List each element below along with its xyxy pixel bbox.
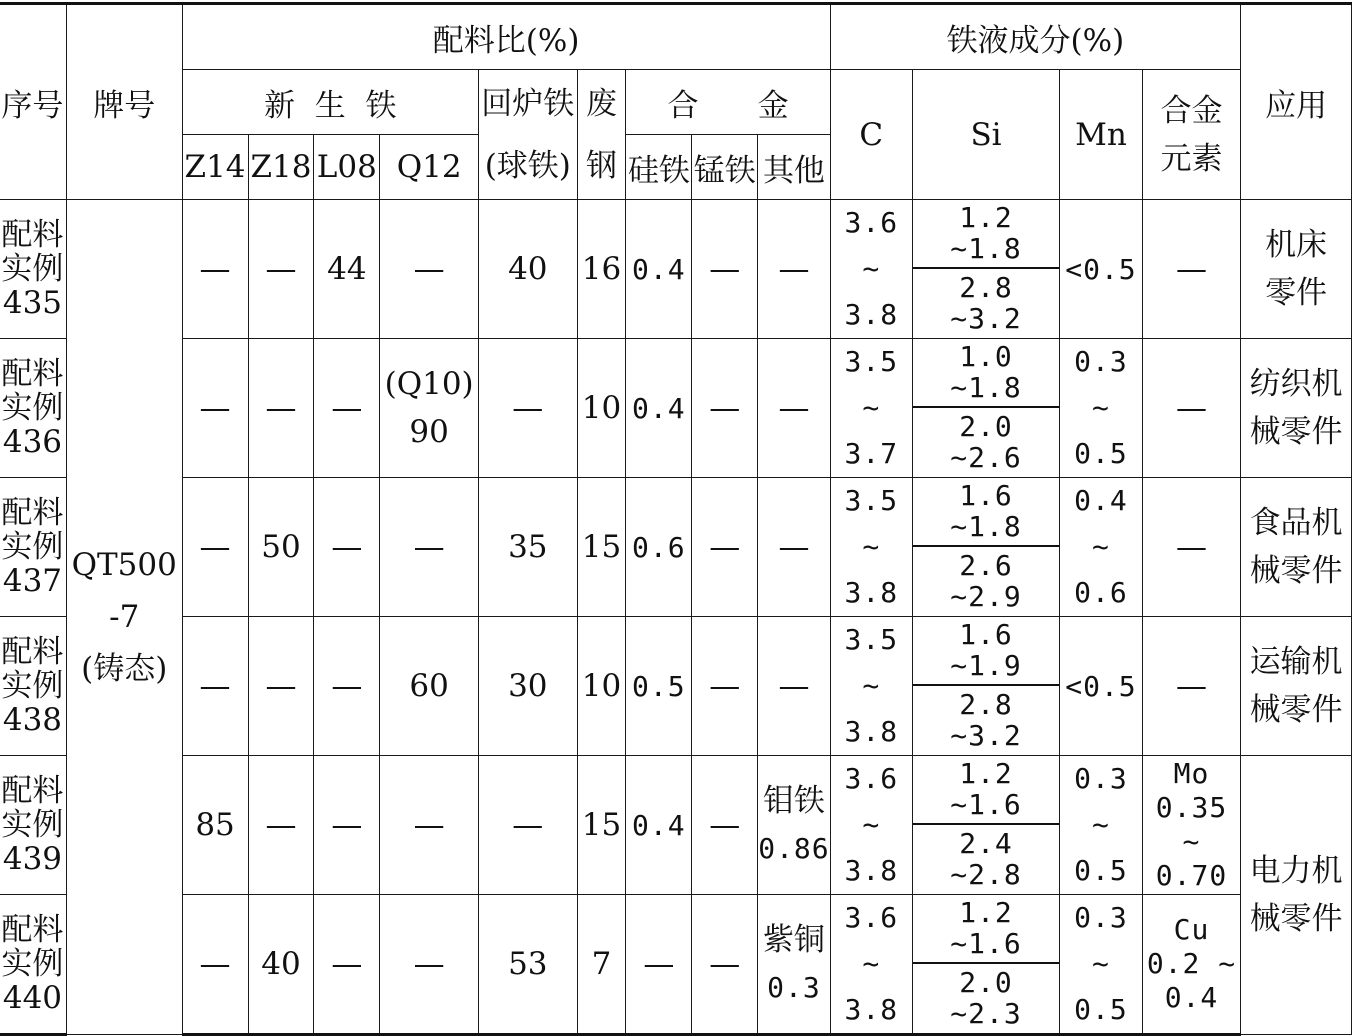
silicon-cell [912, 617, 1059, 756]
alloy-element-cell: Cu 0.2 ~ 0.4 [1142, 895, 1240, 1035]
l08-cell: — [314, 617, 380, 756]
z18-cell: — [248, 617, 314, 756]
carbon-cell: 3.6 ~ 3.8 [830, 756, 912, 895]
table-row [0, 756, 1352, 895]
table-row [0, 478, 1352, 617]
seq-cell: 配料 实例 435 [0, 200, 66, 339]
header-l08: L08 [314, 135, 380, 200]
ferromanganese-cell: — [692, 478, 758, 617]
l08-cell: — [314, 756, 380, 895]
header-application: 应用 [1241, 4, 1352, 200]
scrap-steel-cell: 10 [577, 617, 626, 756]
return-iron-cell: 30 [479, 617, 578, 756]
l08-cell: — [314, 339, 380, 478]
z18-cell: 40 [248, 895, 314, 1035]
silicon-cell [912, 339, 1059, 478]
silicon-numerator: 1.2 ~1.6 [913, 759, 1059, 825]
other-cell: 紫铜 0.3 [758, 895, 830, 1035]
table-row [0, 617, 1352, 756]
carbon-cell: 3.5 ~ 3.7 [830, 339, 912, 478]
return-iron-cell: 40 [479, 200, 578, 339]
header-other: 其他 [758, 135, 830, 200]
l08-cell: 44 [314, 200, 380, 339]
silicon-denominator: 2.0 ~2.3 [950, 965, 1022, 1030]
other-cell: — [758, 478, 830, 617]
silicon-cell [912, 895, 1059, 1035]
table-row [0, 895, 1352, 1035]
header-iron-composition: 铁液成分(%) [830, 4, 1240, 70]
silicon-denominator: 2.8 ~3.2 [950, 687, 1022, 752]
header-seq: 序号 [0, 4, 66, 200]
other-cell: 钼铁 0.86 [758, 756, 830, 895]
z18-cell: — [248, 339, 314, 478]
silicon-denominator: 2.4 ~2.8 [950, 826, 1022, 891]
manganese-cell: 0.3 ~ 0.5 [1060, 756, 1143, 895]
carbon-cell: 3.5 ~ 3.8 [830, 478, 912, 617]
return-iron-cell: — [479, 756, 578, 895]
application-cell: 纺织机 械零件 [1241, 339, 1352, 478]
z14-cell: — [182, 478, 248, 617]
manganese-cell: <0.5 [1060, 200, 1143, 339]
return-iron-cell: 53 [479, 895, 578, 1035]
silicon-numerator: 1.2 ~1.8 [913, 203, 1059, 269]
table-row [0, 339, 1352, 478]
silicon-numerator: 1.0 ~1.8 [913, 342, 1059, 408]
silicon-numerator: 1.2 ~1.6 [913, 898, 1059, 964]
ferrosilicon-cell: 0.6 [626, 478, 692, 617]
header-ferrosilicon: 硅铁 [626, 135, 692, 200]
ferromanganese-cell: — [692, 617, 758, 756]
q12-cell: — [380, 895, 479, 1035]
ferrosilicon-cell: 0.4 [626, 339, 692, 478]
header-manganese: Mn [1060, 70, 1143, 200]
return-iron-cell: — [479, 339, 578, 478]
manganese-cell: 0.3 ~ 0.5 [1060, 339, 1143, 478]
alloy-element-cell: — [1142, 200, 1240, 339]
z18-cell: — [248, 756, 314, 895]
seq-cell: 配料 实例 439 [0, 756, 66, 895]
silicon-cell [912, 200, 1059, 339]
application-cell: 电力机 械零件 [1241, 756, 1352, 1035]
silicon-cell [912, 478, 1059, 617]
q12-cell: — [380, 200, 479, 339]
application-cell: 食品机 械零件 [1241, 478, 1352, 617]
q12-cell: — [380, 478, 479, 617]
silicon-denominator: 2.6 ~2.9 [950, 548, 1022, 613]
ferrosilicon-cell: 0.5 [626, 617, 692, 756]
alloy-element-cell: — [1142, 478, 1240, 617]
other-cell: — [758, 339, 830, 478]
scrap-steel-cell: 7 [577, 895, 626, 1035]
manganese-cell: 0.3 ~ 0.5 [1060, 895, 1143, 1035]
return-iron-cell: 35 [479, 478, 578, 617]
q12-cell: (Q10) 90 [380, 339, 479, 478]
z14-cell: — [182, 895, 248, 1035]
carbon-cell: 3.6 ~ 3.8 [830, 895, 912, 1035]
header-alloy: 合 金 [626, 70, 830, 135]
q12-cell: 60 [380, 617, 479, 756]
seq-cell: 配料 实例 437 [0, 478, 66, 617]
q12-cell: — [380, 756, 479, 895]
silicon-numerator: 1.6 ~1.9 [913, 620, 1059, 686]
alloy-element-cell: — [1142, 339, 1240, 478]
z14-cell: — [182, 339, 248, 478]
manganese-cell: 0.4 ~ 0.6 [1060, 478, 1143, 617]
header-return-iron: 回炉铁 (球铁) [479, 70, 578, 200]
seq-cell: 配料 实例 438 [0, 617, 66, 756]
l08-cell: — [314, 895, 380, 1035]
seq-cell: 配料 实例 436 [0, 339, 66, 478]
carbon-cell: 3.6 ~ 3.8 [830, 200, 912, 339]
header-scrap-steel: 废 钢 [577, 70, 626, 200]
manganese-cell: <0.5 [1060, 617, 1143, 756]
ferromanganese-cell: — [692, 756, 758, 895]
header-silicon: Si [912, 70, 1059, 200]
header-alloy-elements: 合金 元素 [1142, 70, 1240, 200]
silicon-denominator: 2.0 ~2.6 [950, 409, 1022, 474]
seq-cell: 配料 实例 440 [0, 895, 66, 1035]
z18-cell: 50 [248, 478, 314, 617]
scrap-steel-cell: 15 [577, 478, 626, 617]
header-carbon: C [830, 70, 912, 200]
ferromanganese-cell: — [692, 339, 758, 478]
ferromanganese-cell: — [692, 200, 758, 339]
other-cell: — [758, 617, 830, 756]
scrap-steel-cell: 16 [577, 200, 626, 339]
silicon-numerator: 1.6 ~1.8 [913, 481, 1059, 547]
application-cell: 机床 零件 [1241, 200, 1352, 339]
header-z18: Z18 [248, 135, 314, 200]
ferromanganese-cell: — [692, 895, 758, 1035]
scrap-steel-cell: 15 [577, 756, 626, 895]
application-cell: 运输机 械零件 [1241, 617, 1352, 756]
silicon-cell [912, 756, 1059, 895]
header-new-pig-iron: 新 生 铁 [182, 70, 478, 135]
grade-cell: QT500 -7 (铸态) [66, 200, 182, 1035]
l08-cell: — [314, 478, 380, 617]
casting-mix-table [0, 2, 1352, 1036]
ferrosilicon-cell: 0.4 [626, 756, 692, 895]
scrap-steel-cell: 10 [577, 339, 626, 478]
header-ferromanganese: 锰铁 [692, 135, 758, 200]
table-row [0, 200, 1352, 339]
other-cell: — [758, 200, 830, 339]
alloy-element-cell: — [1142, 617, 1240, 756]
header-mix-ratio: 配料比(%) [182, 4, 830, 70]
header-z14: Z14 [182, 135, 248, 200]
z18-cell: — [248, 200, 314, 339]
ferrosilicon-cell: 0.4 [626, 200, 692, 339]
carbon-cell: 3.5 ~ 3.8 [830, 617, 912, 756]
header-row-2 [0, 70, 1352, 135]
z14-cell: — [182, 617, 248, 756]
z14-cell: 85 [182, 756, 248, 895]
silicon-denominator: 2.8 ~3.2 [950, 270, 1022, 335]
header-grade: 牌号 [66, 4, 182, 200]
ferrosilicon-cell: — [626, 895, 692, 1035]
alloy-element-cell: Mo 0.35 ~ 0.70 [1142, 756, 1240, 895]
z14-cell: — [182, 200, 248, 339]
header-row-1 [0, 4, 1352, 70]
header-q12: Q12 [380, 135, 479, 200]
